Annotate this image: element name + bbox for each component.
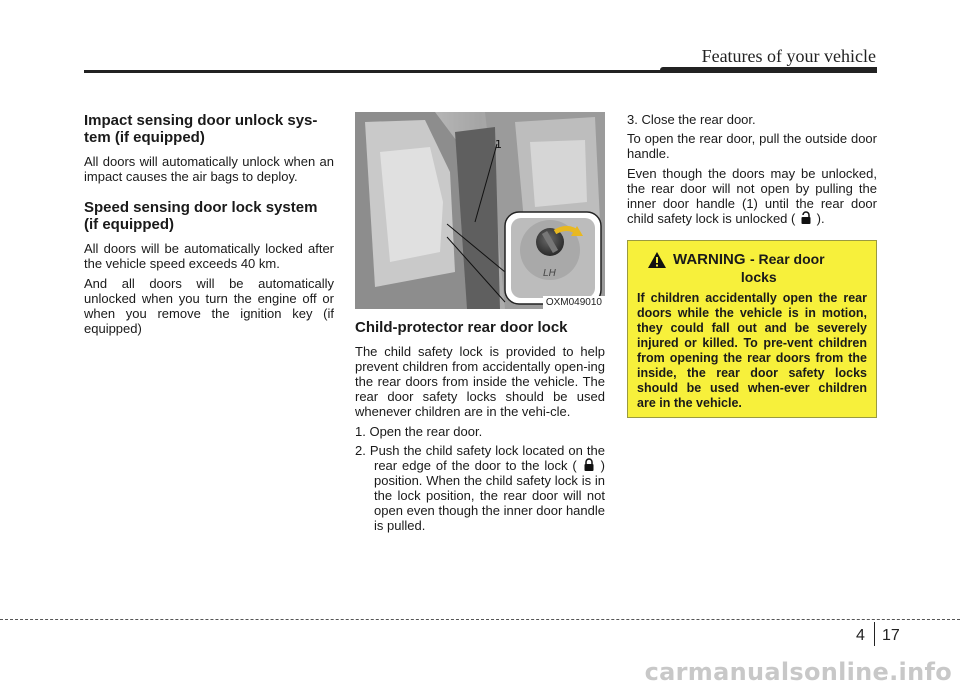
column-middle — [355, 112, 605, 537]
column-left — [84, 112, 334, 341]
section-heading-speed-lock: Speed sensing door lock system (if equipped) — [84, 199, 318, 233]
footer-divider — [874, 622, 875, 646]
section-heading-child-lock: Child-protector rear door lock — [355, 319, 568, 336]
footer-rule — [0, 619, 960, 620]
step-1: 1. Open the rear door. — [355, 424, 483, 439]
footer-page-number: 17 — [882, 627, 900, 644]
paragraph-child-lock-intro: The child safety lock is provided to help prevent children from accidentally open-ing the rear doors from inside the vehicle. The rear door safety locks should be used whenever children are in the vehi-cle. — [355, 344, 605, 419]
warning-header — [637, 251, 867, 285]
door-lock-illustration — [355, 112, 605, 309]
unlock-note-text-after-icon: ). — [816, 211, 825, 226]
figure-code: OXM049010 — [543, 296, 605, 309]
watermark: carmanualsonline.info — [644, 658, 952, 686]
header-rule-accent — [660, 67, 877, 73]
unlock-note-text-before-icon: Even though the doors may be unlocked, the rear door will not open by pulling the inner door handle (1) until the rear door child safety lock is unlocked ( — [627, 166, 877, 226]
step-3: 3. Close the rear door. — [627, 112, 756, 127]
rear-door-photo — [355, 112, 605, 309]
warning-title: - Rear door — [749, 251, 825, 267]
footer-section-number: 4 — [856, 627, 865, 644]
section-heading-impact-unlock: Impact sensing door unlock sys-tem (if equipped) — [84, 112, 318, 146]
paragraph-speed-lock-1: All doors will be automatically locked after the vehicle speed exceeds 40 km. — [84, 241, 334, 271]
warning-subtitle: locks — [740, 269, 777, 285]
warning-label: WARNING — [673, 251, 746, 268]
lock-icon — [582, 458, 596, 472]
warning-box — [627, 240, 877, 418]
step-2 — [355, 443, 605, 533]
step-2-text-before-icon: 2. Push the child safety lock located on the rear edge of the door to the lock ( — [355, 443, 605, 473]
column-right — [627, 112, 877, 418]
warning-triangle-icon — [647, 251, 667, 269]
callout-number: 1 — [495, 138, 502, 151]
paragraph-open-door: To open the rear door, pull the outside door handle. — [627, 131, 877, 161]
paragraph-impact-unlock: All doors will automatically unlock when an impact causes the air bags to deploy. — [84, 154, 334, 184]
warning-body: If children accidentally open the rear doors while the vehicle is in motion, they could fall out and be severely injured or killed. To pre-vent children from opening the rear doors from the inside, the rear door safety locks should be used when-ever children are in the vehicle. — [637, 291, 867, 410]
paragraph-unlock-note — [627, 166, 877, 226]
paragraph-speed-lock-2: And all doors will be automatically unlocked when you turn the engine off or when you remove the ignition key (if equipped) — [84, 276, 334, 336]
step-2-text-after-icon: ) position. When the child safety lock is in the lock position, the rear door will not open even though the inner door handle is pulled. — [374, 458, 605, 533]
knob-label-lh: LH — [543, 268, 557, 279]
unlock-icon — [799, 211, 813, 225]
page-header-title: Features of your vehicle — [701, 46, 876, 66]
